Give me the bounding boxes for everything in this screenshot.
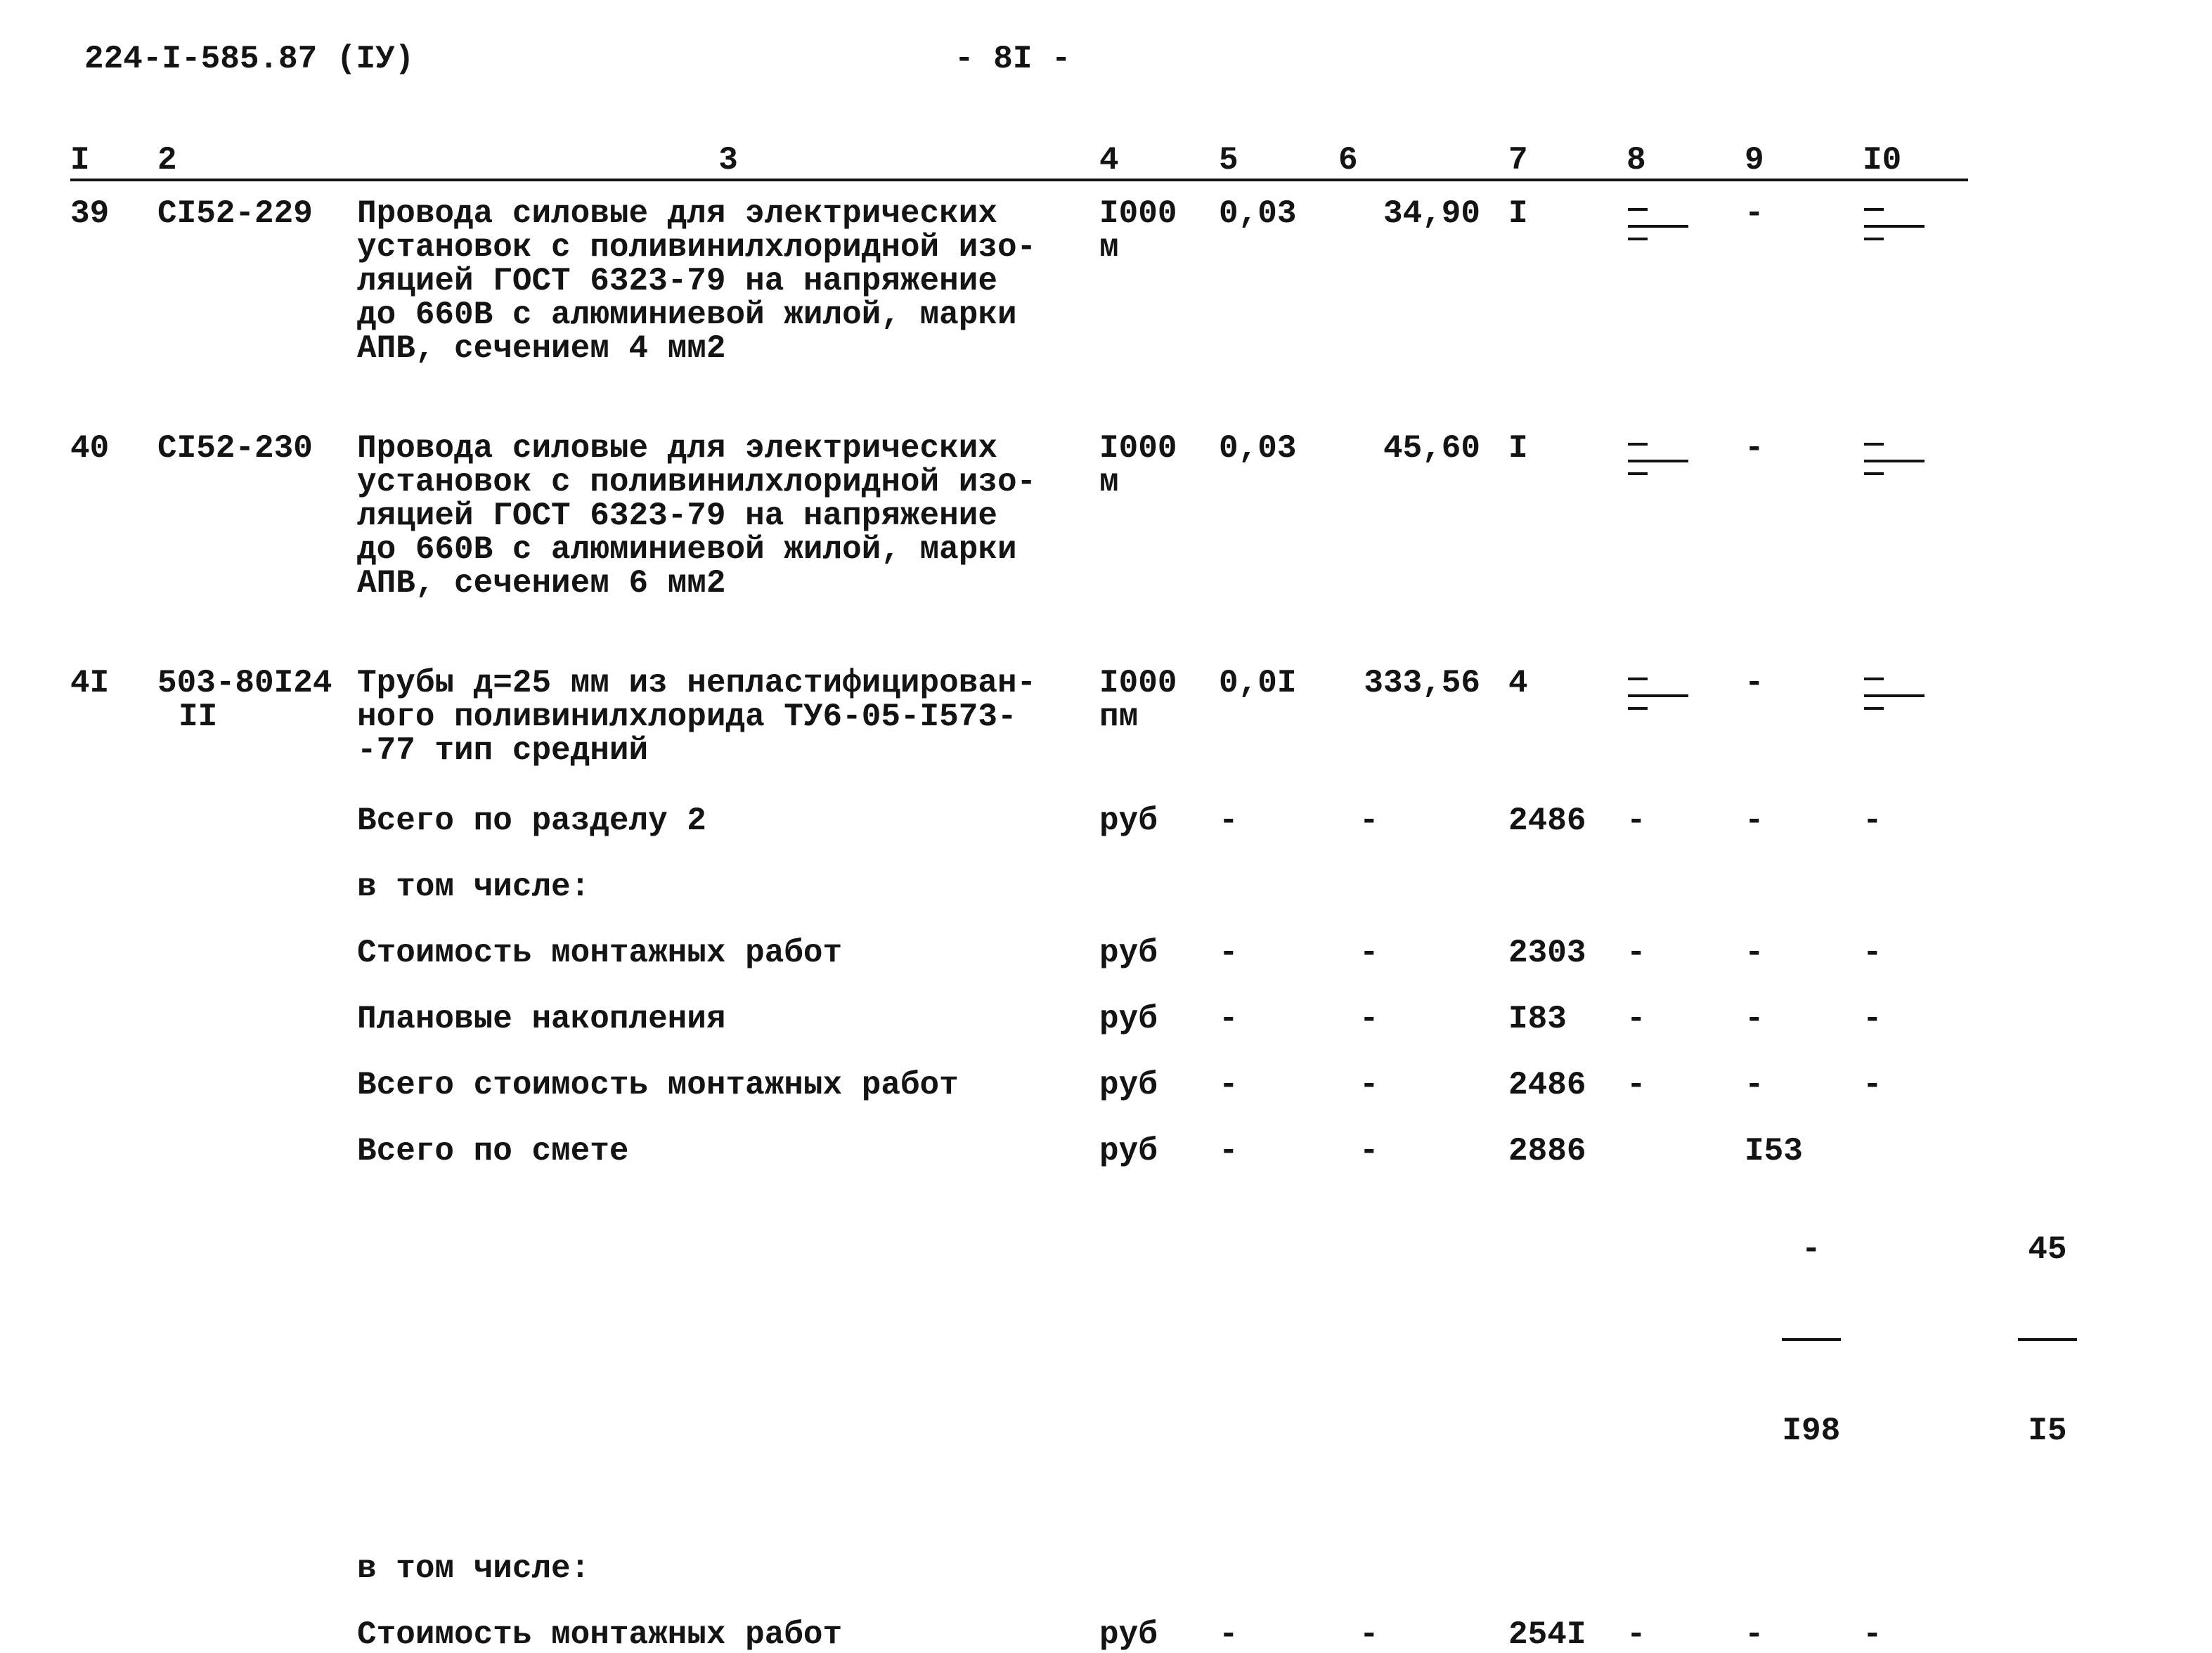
summary-total: 254I xyxy=(1508,1616,1586,1653)
description-line: АПВ, сечением 6 мм2 xyxy=(357,565,726,602)
item-code xyxy=(157,180,357,365)
fraction-placeholder xyxy=(1863,666,1923,718)
summary-price: - xyxy=(1359,1133,1379,1169)
summary-qty: - xyxy=(1219,935,1238,971)
summary-col10: - xyxy=(1863,1067,1882,1103)
summary-row xyxy=(70,970,1968,1036)
item-price: 34,90 xyxy=(1383,195,1480,232)
item-description xyxy=(357,365,1099,600)
col-header-3: 3 xyxy=(357,135,1099,180)
summary-row xyxy=(70,904,1968,970)
unit-quantity: I000 xyxy=(1099,665,1177,701)
summary-qty: - xyxy=(1219,803,1238,839)
item-code xyxy=(157,365,357,600)
summary-col8: - xyxy=(1626,803,1646,839)
unit-name: м xyxy=(1099,229,1119,266)
summary-row xyxy=(70,1102,1968,1549)
description-line: Провода силовые для электрических xyxy=(357,195,997,232)
summary-price: - xyxy=(1359,1001,1379,1037)
description-line: ляцией ГОСТ 6323-79 на напряжение xyxy=(357,263,997,299)
col-header-2: 2 xyxy=(157,135,357,180)
summary-unit: руб xyxy=(1099,935,1158,971)
fraction-numerator: - xyxy=(1802,1231,1821,1268)
column-number-row xyxy=(70,135,1968,180)
summary-price: - xyxy=(1359,935,1379,971)
summary-unit: руб xyxy=(1099,1133,1158,1169)
item-code-line: CI52-230 xyxy=(157,430,313,467)
col-header-6: 6 xyxy=(1338,135,1508,180)
item-unit xyxy=(1099,600,1219,767)
unit-name: пм xyxy=(1099,699,1139,735)
description-line: ляцией ГОСТ 6323-79 на напряжение xyxy=(357,498,997,534)
summary-label: в том числе: xyxy=(357,1550,590,1587)
summary-label: в том числе: xyxy=(357,869,590,905)
unit-name: м xyxy=(1099,464,1119,500)
col-header-10: I0 xyxy=(1863,135,1968,180)
fraction-numerator: 45 xyxy=(2028,1231,2067,1268)
summary-col10: - xyxy=(1863,935,1882,971)
fraction-bar xyxy=(2018,1338,2077,1341)
summary-label: Стоимость монтажных работ xyxy=(357,935,843,971)
table-row xyxy=(70,365,1968,600)
summary-label: Всего стоимость монтажных работ xyxy=(357,1067,959,1103)
description-line: АПВ, сечением 4 мм2 xyxy=(357,330,726,367)
summary-unit: руб xyxy=(1099,1067,1158,1103)
fraction-placeholder xyxy=(1626,197,1687,249)
summary-qty: - xyxy=(1219,1067,1238,1103)
item-col9: - xyxy=(1745,430,1764,467)
item-unit xyxy=(1099,180,1219,365)
summary-label: Всего по смете xyxy=(357,1133,629,1169)
summary-unit: руб xyxy=(1099,1616,1158,1653)
summary-label: Всего по разделу 2 xyxy=(357,803,706,839)
summary-unit: руб xyxy=(1099,1001,1158,1037)
summary-col10: - xyxy=(1863,1001,1882,1037)
description-line: до 660В с алюминиевой жилой, марки xyxy=(357,531,1017,568)
summary-total: 2486 xyxy=(1508,803,1586,839)
col-header-8: 8 xyxy=(1626,135,1745,180)
item-number: 39 xyxy=(70,195,110,232)
fraction-placeholder xyxy=(1863,197,1923,249)
item-col9: - xyxy=(1745,665,1764,701)
description-line: ного поливинилхлорида ТУ6-05-I573- xyxy=(357,699,1017,735)
summary-col9: - xyxy=(1745,1067,1764,1103)
table-row xyxy=(70,180,1968,365)
col-header-7: 7 xyxy=(1508,135,1626,180)
item-total: I xyxy=(1508,430,1528,467)
summary-col8: - xyxy=(1626,1001,1646,1037)
fraction-placeholder xyxy=(1626,432,1687,484)
col-header-1: I xyxy=(70,135,157,180)
item-code-line: II xyxy=(179,699,218,735)
description-line: установок с поливинилхлоридной изо- xyxy=(357,229,1037,266)
description-line: Трубы д=25 мм из непластифицирован- xyxy=(357,665,1037,701)
fraction-denominator: I5 xyxy=(2028,1413,2067,1449)
summary-col9: - xyxy=(1745,1001,1764,1037)
fraction-bar xyxy=(1782,1338,1841,1341)
item-description xyxy=(357,180,1099,365)
summary-total: I83 xyxy=(1508,1001,1567,1037)
summary-col8: - xyxy=(1626,935,1646,971)
summary-col10: - xyxy=(1863,803,1882,839)
document-code: 224-I-585.87 (IУ) xyxy=(84,41,415,77)
item-col8 xyxy=(1626,365,1745,600)
item-col8 xyxy=(1626,600,1745,767)
description-line: Провода силовые для электрических xyxy=(357,430,997,467)
description-line: установок с поливинилхлоридной изо- xyxy=(357,464,1037,500)
table-row xyxy=(70,600,1968,767)
item-code-line: CI52-229 xyxy=(157,195,313,232)
estimate-table xyxy=(70,135,2067,1653)
item-col10 xyxy=(1863,600,1968,767)
item-number: 40 xyxy=(70,430,110,467)
item-code xyxy=(157,600,357,767)
summary-row xyxy=(70,1549,1968,1586)
description-line: -77 тип средний xyxy=(357,732,649,769)
summary-qty: - xyxy=(1219,1616,1238,1653)
item-price: 333,56 xyxy=(1364,665,1480,701)
col-header-5: 5 xyxy=(1219,135,1338,180)
page-header xyxy=(0,41,2034,90)
item-quantity: 0,03 xyxy=(1219,430,1297,467)
summary-total: 2886 xyxy=(1508,1133,1586,1169)
summary-unit: руб xyxy=(1099,803,1158,839)
summary-col8: - xyxy=(1626,1067,1646,1103)
item-description xyxy=(357,600,1099,767)
item-col8 xyxy=(1626,180,1745,365)
summary-col10: - xyxy=(1863,1616,1882,1653)
item-quantity: 0,0I xyxy=(1219,665,1297,701)
col-header-4: 4 xyxy=(1099,135,1219,180)
fraction xyxy=(1782,1168,1841,1515)
fraction-placeholder xyxy=(1626,666,1687,718)
summary-price: - xyxy=(1359,803,1379,839)
description-line: до 660В с алюминиевой жилой, марки xyxy=(357,297,1017,333)
summary-label: Плановые накопления xyxy=(357,1001,726,1037)
col-header-9: 9 xyxy=(1745,135,1863,180)
item-unit xyxy=(1099,365,1219,600)
item-col10 xyxy=(1863,180,1968,365)
item-total: I xyxy=(1508,195,1528,232)
summary-col9: - xyxy=(1745,1616,1764,1653)
item-total: 4 xyxy=(1508,665,1528,701)
unit-quantity: I000 xyxy=(1099,430,1177,467)
item-col9: - xyxy=(1745,195,1764,232)
summary-col9: I53 xyxy=(1745,1133,1803,1169)
summary-col8: - xyxy=(1626,1616,1646,1653)
item-number: 4I xyxy=(70,665,110,701)
summary-qty: - xyxy=(1219,1001,1238,1037)
fraction-denominator: I98 xyxy=(1782,1413,1841,1449)
item-col10 xyxy=(1863,365,1968,600)
summary-row xyxy=(70,767,1968,838)
fraction xyxy=(2018,1168,2077,1515)
summary-row xyxy=(70,1586,1968,1652)
item-price: 45,60 xyxy=(1383,430,1480,467)
summary-col9: - xyxy=(1745,935,1764,971)
summary-total: 2486 xyxy=(1508,1067,1586,1103)
summary-price: - xyxy=(1359,1067,1379,1103)
summary-row xyxy=(70,838,1968,904)
unit-quantity: I000 xyxy=(1099,195,1177,232)
item-code-line: 503-80I24 xyxy=(157,665,332,701)
page-number: - 8I - xyxy=(955,41,1071,77)
summary-qty: - xyxy=(1219,1133,1238,1169)
fraction-placeholder xyxy=(1863,432,1923,484)
summary-row xyxy=(70,1036,1968,1102)
summary-label: Стоимость монтажных работ xyxy=(357,1616,843,1653)
summary-price: - xyxy=(1359,1616,1379,1653)
summary-total: 2303 xyxy=(1508,935,1586,971)
summary-col9: - xyxy=(1745,803,1764,839)
item-quantity: 0,03 xyxy=(1219,195,1297,232)
